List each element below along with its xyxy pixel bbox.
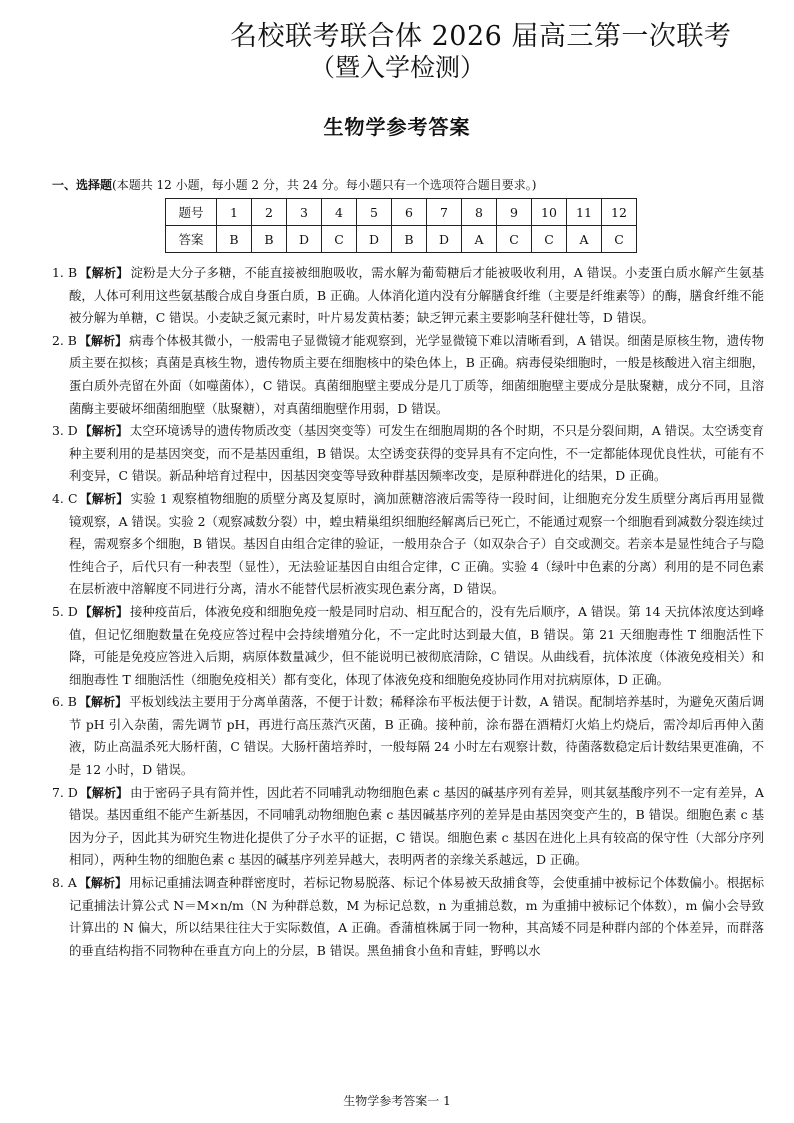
explanation-item [52,488,764,601]
section-label: 一、选择题 [52,178,113,192]
analysis-tag: 【解析】 [78,333,128,348]
explanation-list [52,262,764,962]
analysis-tag: 【解析】 [78,695,128,710]
item-text: 平板划线法主要用于分离单菌落，不便于计数；稀释涂布平板法便于计数，A 错误。配制培养基时，为避免灭菌后调节 pH 引入杂菌，需先调节 pH，再进行高压蒸汽灭菌，B 正确。接种前，涂布器在酒精灯火焰上灼烧后，需冷却后再伸入菌液，防止高温杀死大肠杆菌，C 错误。大肠杆菌培养时，一般每隔 24 小时左右观察计数，待菌落数稳定后计数结果更准确，不是 12 小时，D 错误。 [69,694,764,778]
explanation-item [52,262,764,330]
item-text: 由于密码子具有简并性，因此若不同哺乳动物细胞色素 c 基因的碱基序列有差异，则其氨基酸序列不一定有差异，A 错误。基因重组不能产生新基因，不同哺乳动物细胞色素 c 基因碱基序列的差异是由基因突变产生的，B 错误。细胞色素 c 基因为分子，因此其为研究生物进化提供了分子水平的证据，C 错误。细胞色素 c 基因在进化上具有较高的保守性（大部分序列相同），两种生物的细胞色素 c 基因的碱基序列差异越大，表明两者的亲缘关系越远，D 正确。 [69,784,764,868]
analysis-tag: 【解析】 [79,424,128,439]
analysis-tag: 【解析】 [78,876,128,891]
analysis-tag: 【解析】 [79,604,129,619]
item-text: 病毒个体极其微小，一般需电子显微镜才能观察到，光学显微镜下难以清晰看到，A 错误。细菌是原核生物，遗传物质主要在拟核；真菌是真核生物，遗传物质主要在细胞核中的染色体上，B 正确。病毒侵染细胞时，一般是核酸进入宿主细胞，蛋白质外壳留在外面（如噬菌体），C 错误。真菌细胞壁主要成分是几丁质等，细菌细胞壁主要成分是肽聚糖，成分不同，且溶菌酶主要破坏细菌细胞壁（肽聚糖），对真菌细胞壁作用弱，D 错误。 [69,332,764,416]
question-number: 4 [322,199,357,226]
question-number: 3 [287,199,322,226]
answer-cell: A [462,226,497,253]
table-header-cell: 题号 [166,199,217,226]
item-text: 接种疫苗后，体液免疫和细胞免疫一般是同时启动、相互配合的，没有先后顺序，A 错误。第 14 天抗体浓度达到峰值，但记忆细胞数量在免疫应答过程中会持续增殖分化，不一定此时达到最大值，B 错误。第 21 天细胞毒性 T 细胞活性下降，可能是免疫应答进入后期，病原体数量减少，但不能说明已被彻底清除，C 错误。从曲线看，抗体浓度（体液免疫相关）和细胞毒性 T 细胞活性（细胞免疫相关）都有变化，体现了体液免疫和细胞免疫协同作用对抗病原体，D 正确。 [69,603,764,687]
item-text: 用标记重捕法调查种群密度时，若标记物易脱落、标记个体易被天敌捕食等，会使重捕中被标记个体数偏小。根据标记重捕法计算公式 N＝M×n/m（N 为种群总数，M 为标记总数，n 为重捕总数，m 为重捕中被标记个体数），m 偏小会导致计算出的 N 偏大，所以结果往往大于实际数值，A 正确。香蒲植株属于同一物种，其高矮不同是种群内部的个体差异，而群落的垂直结构指不同物种在垂直方向上的分层，B 错误。黑鱼捕食小鱼和青蛙，野鸭以水 [69,875,765,958]
section-heading [52,176,772,193]
question-number: 1 [217,199,252,226]
explanation-item [52,872,764,962]
answer-cell: D [357,226,392,253]
item-text: 太空环境诱导的遗传物质改变（基因突变等）可发生在细胞周期的各个时期，不只是分裂间期，A 错误。太空诱变育种主要利用的是基因突变，而不是基因重组，B 错误。太空诱变获得的变异具有不定向性，不一定都能体现优良性状，可能有不利变异，C 错误。新品种培育过程中，因基因突变等导致种群基因频率改变，是原种群进化的结果，D 正确。 [69,423,764,484]
analysis-tag: 【解析】 [79,266,129,280]
answer-cell: D [427,226,462,253]
item-lead: 1. B [52,265,78,280]
page-footer: 生物学参考答案一 1 [343,1094,451,1108]
answer-cell: B [392,226,427,253]
item-lead: 5. D [52,603,78,619]
question-number: 9 [497,199,532,226]
document-subtitle: 生物学参考答案 [323,115,471,139]
question-number: 7 [427,199,462,226]
question-number: 11 [567,199,602,226]
page-title: 名校联考联合体 2026 届高三第一次联考 [230,21,732,52]
answer-cell: A [567,226,602,253]
item-text: 淀粉是大分子多糖，不能直接被细胞吸收，需水解为葡萄糖后才能被吸收利用，A 错误。小麦蛋白质水解产生氨基酸，人体可利用这些氨基酸合成自身蛋白质，B 正确。人体消化道内没有分解膳食纤维（主要是纤维素等）的酶，膳食纤维不能被分解为单糖，C 错误。小麦缺乏氮元素时，叶片易发黄枯萎；缺乏钾元素主要影响茎秆健壮等，D 错误。 [69,265,764,326]
question-number: 6 [392,199,427,226]
answer-cell: B [252,226,287,253]
analysis-tag: 【解析】 [79,785,129,800]
question-number: 2 [252,199,287,226]
answer-table-answer-row [166,226,637,253]
item-lead: 3. D [52,423,78,439]
answer-cell: C [532,226,567,253]
section-description: (本题共 12 小题，每小题 2 分，共 24 分。每小题只有一个选项符合题目要求。) [112,178,537,192]
answer-table [165,198,637,253]
item-lead: 2. B [52,332,77,348]
explanation-item [52,782,764,872]
answer-cell: D [287,226,322,253]
question-number: 5 [357,199,392,226]
answer-table-number-row [166,199,637,226]
explanation-item [52,420,764,488]
answer-cell: C [497,226,532,253]
question-number: 8 [462,199,497,226]
explanation-item [52,601,764,691]
explanation-item [52,691,764,781]
question-number: 10 [532,199,567,226]
question-number: 12 [602,199,637,226]
item-lead: 4. C [52,490,78,506]
answer-cell: C [322,226,357,253]
explanation-item [52,330,764,420]
answer-cell: C [602,226,637,253]
item-text: 实验 1 观察植物细胞的质壁分离及复原时，滴加蔗糖溶液后需等待一段时间，让细胞充分发生质壁分离后再用显微镜观察，A 错误。实验 2（观察减数分裂）中，蝗虫精巢组织细胞经解离后已死亡，不能通过观察一个细胞看到减数分裂连续过程，需观察多个细胞，B 错误。基因自由组合定律的验证，一般用杂合子（如双杂合子）自交或测交。若亲本是显性纯合子与隐性纯合子，后代只有一种表型（显性），无法验证基因自由组合定律，C 正确。实验 4（绿叶中色素的分离）利用的是不同色素在层析液中溶解度不同进行分离，清水不能替代层析液实现色素分离，D 错误。 [69,490,764,597]
analysis-tag: 【解析】 [79,491,129,506]
table-header-cell: 答案 [166,226,217,253]
item-lead: 7. D [52,784,78,800]
item-lead: 8. A [52,875,77,891]
item-lead: 6. B [52,694,77,710]
page-title-sub: （暨入学检测） [310,53,486,82]
answer-cell: B [217,226,252,253]
